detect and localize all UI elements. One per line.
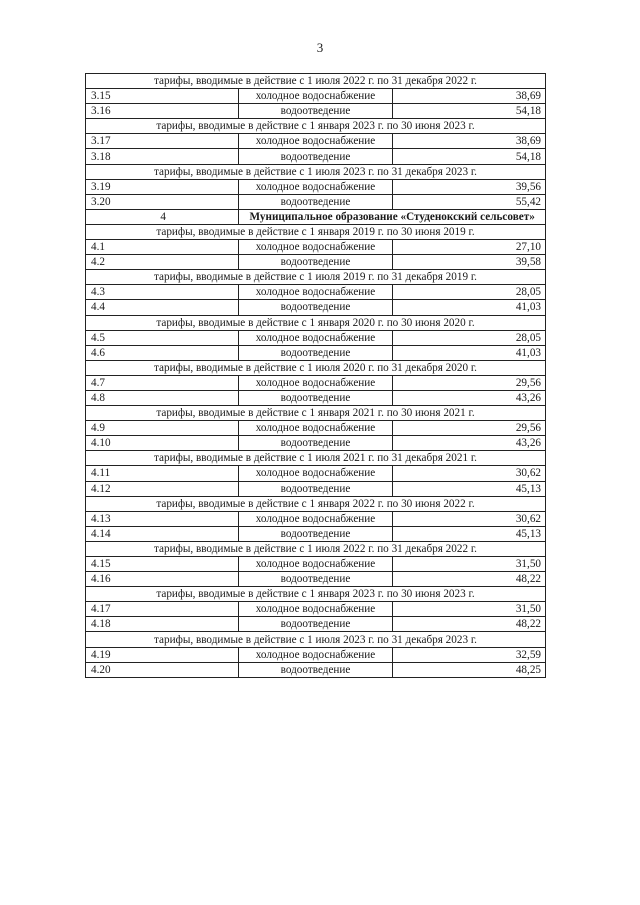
table-row: [86, 572, 546, 587]
period-heading: тарифы, вводимые в действие с 1 января 2023 г. по 30 июня 2023 г.: [86, 587, 546, 602]
period-row: [86, 119, 546, 134]
service-name: холодное водоснабжение: [239, 89, 392, 104]
table-row: [86, 466, 546, 481]
tariff-value: 28,05: [392, 285, 545, 300]
tariff-value: 39,58: [392, 255, 545, 270]
municipality-row: [86, 209, 546, 224]
table-row: [86, 300, 546, 315]
table-row: [86, 557, 546, 572]
period-heading: тарифы, вводимые в действие с 1 июля 2022 г. по 31 декабря 2022 г.: [86, 74, 546, 89]
row-number: 4.18: [86, 617, 239, 632]
service-name: холодное водоснабжение: [239, 421, 392, 436]
period-heading: тарифы, вводимые в действие с 1 июля 2023 г. по 31 декабря 2023 г.: [86, 164, 546, 179]
row-number: 4.2: [86, 255, 239, 270]
period-heading: тарифы, вводимые в действие с 1 июля 2022 г. по 31 декабря 2022 г.: [86, 541, 546, 556]
table-row: [86, 375, 546, 390]
tariff-value: 32,59: [392, 647, 545, 662]
tariff-value: 29,56: [392, 375, 545, 390]
row-number: 4.17: [86, 602, 239, 617]
period-heading: тарифы, вводимые в действие с 1 января 2019 г. по 30 июня 2019 г.: [86, 224, 546, 239]
table-row: [86, 647, 546, 662]
period-row: [86, 164, 546, 179]
period-heading: тарифы, вводимые в действие с 1 января 2020 г. по 30 июня 2020 г.: [86, 315, 546, 330]
service-name: холодное водоснабжение: [239, 375, 392, 390]
table-row: [86, 330, 546, 345]
period-heading: тарифы, вводимые в действие с 1 января 2023 г. по 30 июня 2023 г.: [86, 119, 546, 134]
table-row: [86, 194, 546, 209]
row-number: 4.1: [86, 240, 239, 255]
service-name: водоотведение: [239, 572, 392, 587]
row-number: 4.5: [86, 330, 239, 345]
row-number: 3.18: [86, 149, 239, 164]
service-name: холодное водоснабжение: [239, 647, 392, 662]
period-heading: тарифы, вводимые в действие с 1 июля 2019 г. по 31 декабря 2019 г.: [86, 270, 546, 285]
period-row: [86, 496, 546, 511]
tariff-value: 45,13: [392, 526, 545, 541]
table-row: [86, 617, 546, 632]
period-row: [86, 451, 546, 466]
table-row: [86, 662, 546, 677]
row-number: 3.19: [86, 179, 239, 194]
service-name: водоотведение: [239, 617, 392, 632]
tariff-value: 41,03: [392, 345, 545, 360]
period-row: [86, 224, 546, 239]
tariff-value: 30,62: [392, 466, 545, 481]
period-row: [86, 541, 546, 556]
service-name: холодное водоснабжение: [239, 511, 392, 526]
service-name: водоотведение: [239, 300, 392, 315]
row-number: 3.16: [86, 104, 239, 119]
table-row: [86, 481, 546, 496]
service-name: холодное водоснабжение: [239, 134, 392, 149]
table-row: [86, 345, 546, 360]
row-number: 4.7: [86, 375, 239, 390]
municipality-number: 4: [86, 209, 239, 224]
period-heading: тарифы, вводимые в действие с 1 июля 2021 г. по 31 декабря 2021 г.: [86, 451, 546, 466]
table-row: [86, 255, 546, 270]
service-name: водоотведение: [239, 194, 392, 209]
service-name: водоотведение: [239, 526, 392, 541]
table-row: [86, 149, 546, 164]
tariff-table-body: [86, 74, 546, 678]
table-row: [86, 511, 546, 526]
tariff-value: 39,56: [392, 179, 545, 194]
tariff-value: 54,18: [392, 149, 545, 164]
table-row: [86, 421, 546, 436]
service-name: холодное водоснабжение: [239, 179, 392, 194]
row-number: 4.10: [86, 436, 239, 451]
table-row: [86, 104, 546, 119]
tariff-value: 45,13: [392, 481, 545, 496]
tariff-value: 43,26: [392, 390, 545, 405]
period-heading: тарифы, вводимые в действие с 1 июля 2020 г. по 31 декабря 2020 г.: [86, 360, 546, 375]
table-row: [86, 89, 546, 104]
municipality-title: Муниципальное образование «Студенокский сельсовет»: [239, 209, 546, 224]
period-heading: тарифы, вводимые в действие с 1 июля 2023 г. по 31 декабря 2023 г.: [86, 632, 546, 647]
tariff-value: 38,69: [392, 134, 545, 149]
period-row: [86, 315, 546, 330]
row-number: 4.12: [86, 481, 239, 496]
table-row: [86, 240, 546, 255]
row-number: 4.14: [86, 526, 239, 541]
row-number: 4.16: [86, 572, 239, 587]
service-name: холодное водоснабжение: [239, 466, 392, 481]
row-number: 4.4: [86, 300, 239, 315]
service-name: водоотведение: [239, 255, 392, 270]
table-row: [86, 179, 546, 194]
period-heading: тарифы, вводимые в действие с 1 января 2021 г. по 30 июня 2021 г.: [86, 406, 546, 421]
service-name: водоотведение: [239, 149, 392, 164]
period-row: [86, 360, 546, 375]
service-name: водоотведение: [239, 345, 392, 360]
tariff-value: 43,26: [392, 436, 545, 451]
row-number: 4.13: [86, 511, 239, 526]
service-name: водоотведение: [239, 390, 392, 405]
table-row: [86, 134, 546, 149]
row-number: 3.15: [86, 89, 239, 104]
period-row: [86, 74, 546, 89]
service-name: холодное водоснабжение: [239, 602, 392, 617]
tariff-value: 38,69: [392, 89, 545, 104]
table-row: [86, 602, 546, 617]
tariff-value: 48,22: [392, 572, 545, 587]
tariff-value: 30,62: [392, 511, 545, 526]
row-number: 3.20: [86, 194, 239, 209]
table-row: [86, 436, 546, 451]
period-row: [86, 587, 546, 602]
service-name: холодное водоснабжение: [239, 330, 392, 345]
tariff-value: 27,10: [392, 240, 545, 255]
row-number: 4.9: [86, 421, 239, 436]
service-name: водоотведение: [239, 436, 392, 451]
page-number: 3: [316, 40, 324, 55]
tariff-value: 31,50: [392, 602, 545, 617]
row-number: 4.3: [86, 285, 239, 300]
tariff-value: 41,03: [392, 300, 545, 315]
tariff-value: 54,18: [392, 104, 545, 119]
row-number: 4.15: [86, 557, 239, 572]
tariff-value: 48,22: [392, 617, 545, 632]
service-name: водоотведение: [239, 662, 392, 677]
tariff-value: 28,05: [392, 330, 545, 345]
row-number: 4.19: [86, 647, 239, 662]
service-name: водоотведение: [239, 481, 392, 496]
service-name: холодное водоснабжение: [239, 240, 392, 255]
table-row: [86, 285, 546, 300]
table-row: [86, 390, 546, 405]
service-name: холодное водоснабжение: [239, 285, 392, 300]
period-row: [86, 270, 546, 285]
tariff-value: 55,42: [392, 194, 545, 209]
period-row: [86, 406, 546, 421]
row-number: 4.20: [86, 662, 239, 677]
service-name: холодное водоснабжение: [239, 557, 392, 572]
tariff-value: 48,25: [392, 662, 545, 677]
row-number: 4.6: [86, 345, 239, 360]
period-row: [86, 632, 546, 647]
row-number: 4.11: [86, 466, 239, 481]
row-number: 4.8: [86, 390, 239, 405]
tariff-table: [85, 73, 546, 678]
tariff-value: 31,50: [392, 557, 545, 572]
service-name: водоотведение: [239, 104, 392, 119]
period-heading: тарифы, вводимые в действие с 1 января 2022 г. по 30 июня 2022 г.: [86, 496, 546, 511]
row-number: 3.17: [86, 134, 239, 149]
tariff-value: 29,56: [392, 421, 545, 436]
table-row: [86, 526, 546, 541]
